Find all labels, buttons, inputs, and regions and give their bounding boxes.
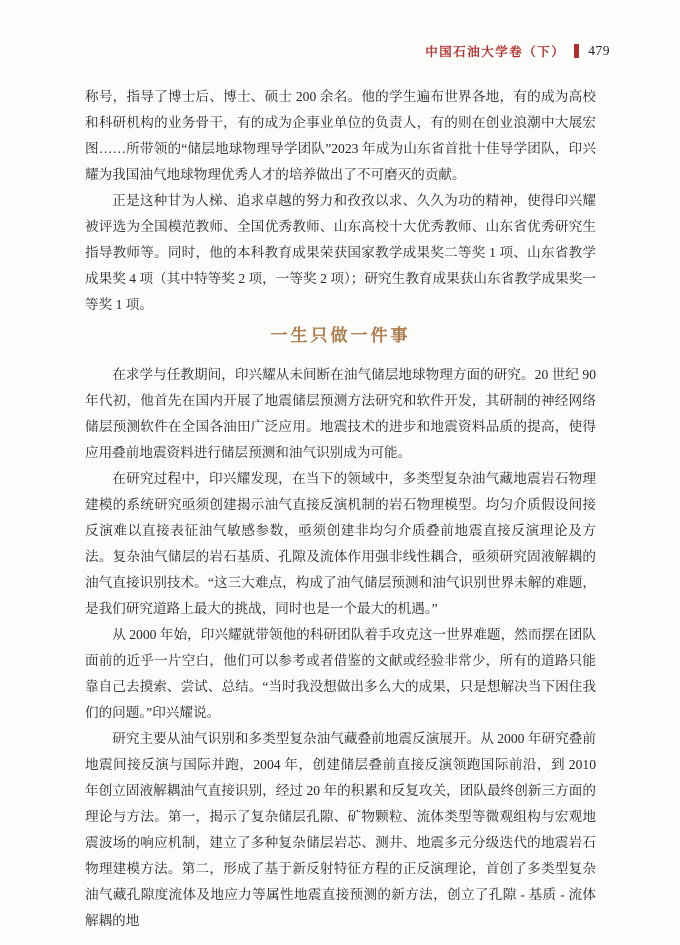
paragraph-4: 在研究过程中，印兴耀发现，在当下的领域中，多类型复杂油气藏地震岩石物理建模的系统研究亟须创建揭示油气直接反演机制的岩石物理模型。均匀介质假设间接反演难以直接表征油气敏感参数，亟须创建非均匀介质叠前地震直接反演理论及方法。复杂油气储层的岩石基质、孔隙及流体作用强非线性耦合，亟须研究固液解耦的油气直接识别技术。“这三大难点，构成了油气储层预测和油气识别世界未解的难题，是我们研究道路上最大的挑战，同时也是一个最大的机遇。” xyxy=(85,471,596,616)
paragraph-5: 从 2000 年始，印兴耀就带领他的科研团队着手攻克这一世界难题，然而摆在团队面前的近乎一片空白，他们可以参考或者借鉴的文献或经验非常少，所有的道路只能靠自己去摸索、尝试、总结。“当时我没想做出多么大的成果，只是想解决当下困住我们的问题。”印兴耀说。 xyxy=(85,627,596,720)
paragraph-3: 在求学与任教期间，印兴耀从未间断在油气储层地球物理方面的研究。20 世纪 90 年代初，他首先在国内开展了地震储层预测方法研究和软件开发，其研制的神经网络储层预测软件在全国各油田广泛应用。地震技术的进步和地震资料品质的提高，使得应用叠前地震资料进行储层预测和油气识别成为可能。 xyxy=(85,367,596,460)
header-divider-bar xyxy=(574,44,579,58)
paragraph-6: 研究主要从油气识别和多类型复杂油气藏叠前地震反演展开。从 2000 年研究叠前地震间接反演与国际并跑，2004 年，创建储层叠前直接反演领跑国际前沿，到 2010 年创立固液解耦油气直接识别，经过 20 年的积累和反复攻关，团队最终创新三方面的理论与方法。第一，揭示了复杂储层孔隙、矿物颗粒、流体类型等微观组构与宏观地震波场的响应机制，建立了多种复杂储层岩芯、测井、地震多元分级迭代的地震岩石物理建模方法。第二，形成了基于新反射特征方程的正反演理论，首创了多类型复杂油气藏孔隙度流体及地应力等属性地震直接预测的新方法，创立了孔隙 - 基质 - 流体解耦的地 xyxy=(85,731,596,928)
page-number: 479 xyxy=(588,43,610,58)
section-heading: 一生只做一件事 xyxy=(270,326,411,345)
running-head xyxy=(0,42,610,60)
running-head-volume-title: 中国石油大学卷（下） xyxy=(425,45,566,59)
paragraph-2: 正是这种甘为人梯、追求卓越的努力和孜孜以求、久久为功的精神，使得印兴耀被评选为全国模范教师、全国优秀教师、山东高校十大优秀教师、山东省优秀研究生指导教师等。同时，他的本科教育成果荣获国家教学成果奖二等奖 1 项、山东省教学成果奖 4 项（其中特等奖 2 项，一等奖 2 项）；研究生教育成果获山东省教学成果奖一等奖 1 项。 xyxy=(85,193,596,312)
page-body xyxy=(85,84,596,934)
paragraph-1-continuation: 称号，指导了博士后、博士、硕士 200 余名。他的学生遍布世界各地，有的成为高校和科研机构的业务骨干，有的成为企事业单位的负责人，有的则在创业浪潮中大展宏图……所带领的“储层地球物理导学团队”2023 年成为山东省首批十佳导学团队，印兴耀为我国油气地球物理优秀人才的培养做出了不可磨灭的贡献。 xyxy=(85,89,596,182)
